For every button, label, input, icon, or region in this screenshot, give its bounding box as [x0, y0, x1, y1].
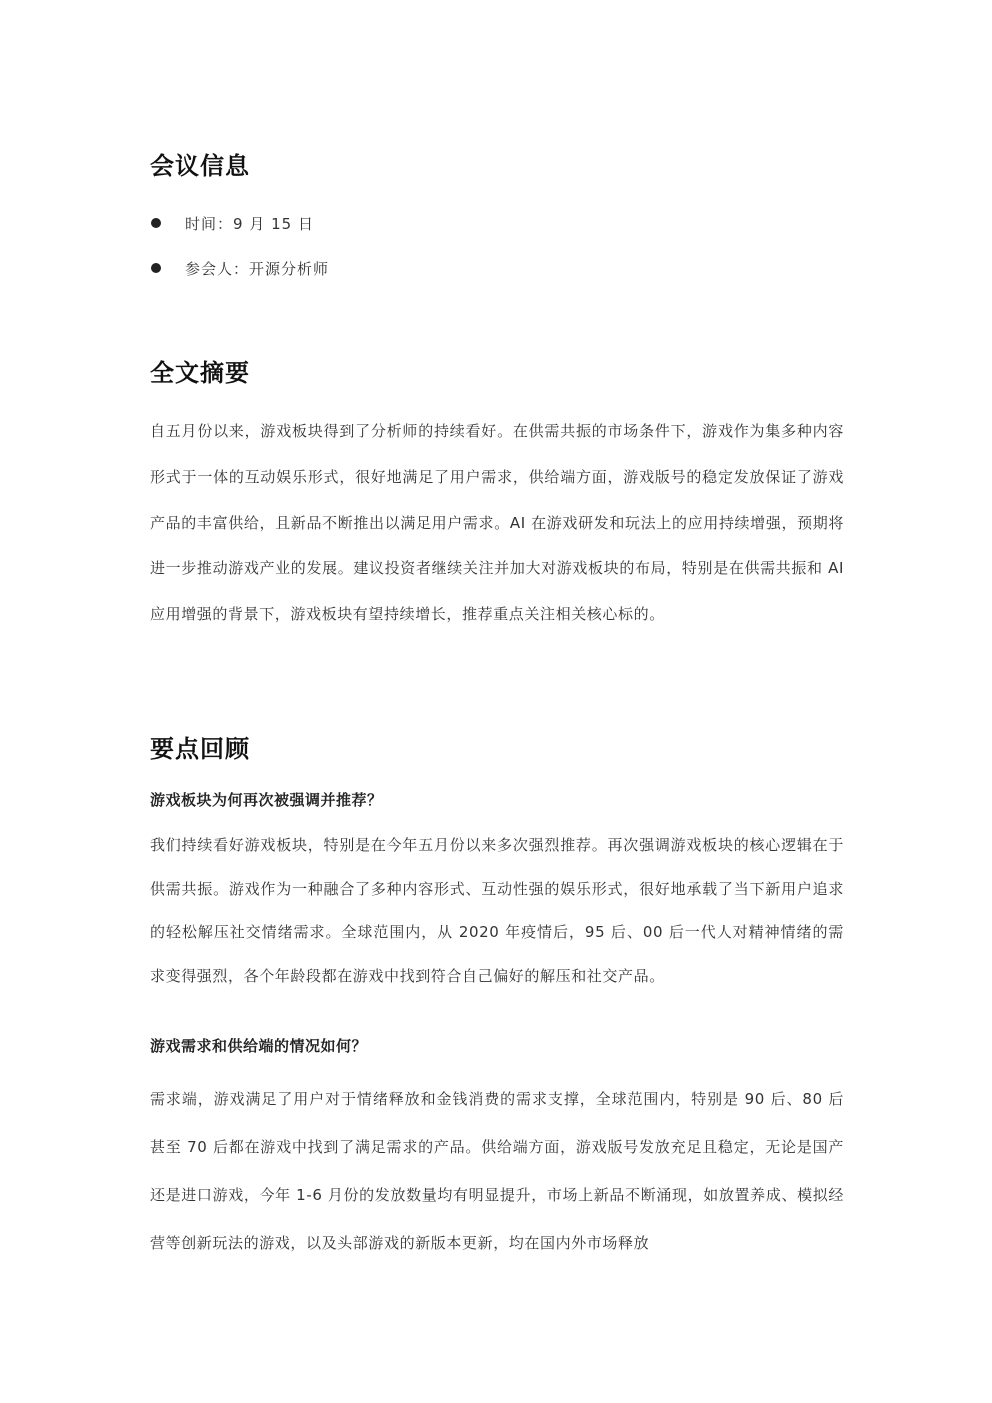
bullet-icon — [151, 263, 161, 273]
meeting-attendees-label: 参会人： — [185, 259, 250, 278]
question-1-heading: 游戏板块为何再次被强调并推荐？ — [150, 791, 383, 809]
bullet-icon — [151, 218, 161, 228]
meeting-attendees-value: 开源分析师 — [249, 259, 330, 278]
question-1-answer: 我们持续看好游戏板块，特别是在今年五月份以来多次强烈推荐。再次强调游戏板块的核心逻辑在于供需共振。游戏作为一种融合了多种内容形式、互动性强的娱乐形式，很好地承载了当下新用户追求的轻松解压社交情绪需求。全球范围内，从 2020 年疫情后，95 后、00 后一代人对精神情绪的需求变得强烈，各个年龄段都在游戏中找到符合自己偏好的解压和社交产品。 — [150, 836, 844, 985]
meeting-info-heading: 会议信息 — [150, 152, 250, 180]
question-2-heading: 游戏需求和供给端的情况如何？ — [150, 1037, 368, 1055]
meeting-attendees-item — [150, 256, 329, 280]
question-2-answer: 需求端，游戏满足了用户对于情绪释放和金钱消费的需求支撑，全球范围内，特别是 90 后、80 后甚至 70 后都在游戏中找到了满足需求的产品。供给端方面，游戏版号发放充足且稳定，无论是国产还是进口游戏，今年 1-6 月份的发放数量均有明显提升，市场上新品不断涌现，如放置养成、模拟经营等创新玩法的游戏，以及头部游戏的新版本更新，均在国内外市场释放 — [150, 1090, 844, 1252]
meeting-time-item — [150, 211, 314, 235]
summary-paragraph: 自五月份以来，游戏板块得到了分析师的持续看好。在供需共振的市场条件下，游戏作为集多种内容形式于一体的互动娱乐形式，很好地满足了用户需求，供给端方面，游戏版号的稳定发放保证了游戏产品的丰富供给，且新品不断推出以满足用户需求。AI 在游戏研发和玩法上的应用持续增强，预期将进一步推动游戏产业的发展。建议投资者继续关注并加大对游戏板块的布局，特别是在供需共振和 AI 应用增强的背景下，游戏板块有望持续增长，推荐重点关注相关核心标的。 — [150, 422, 844, 624]
meeting-time-label: 时间： — [185, 214, 234, 233]
key-points-heading: 要点回顾 — [150, 735, 250, 763]
meeting-time-value: 9 月 15 日 — [233, 214, 314, 233]
summary-heading: 全文摘要 — [150, 359, 250, 387]
